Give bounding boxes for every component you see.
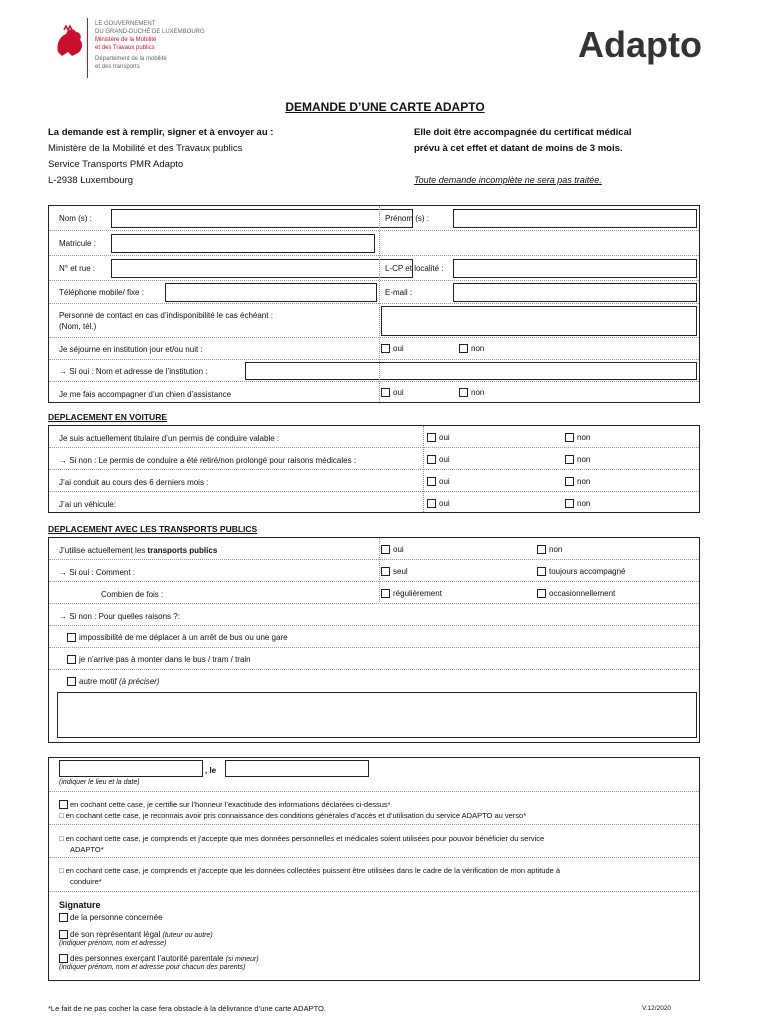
matricule-input[interactable]: [111, 234, 375, 253]
label-accompagne: toujours accompagné: [549, 567, 626, 576]
label-donnees-1[interactable]: □ en cochant cette case, je comprends et j’accepte que mes données personnelles et médicales soient utilisées pour pouvoir bénéficier du service: [59, 834, 545, 843]
column-divider: [379, 206, 380, 402]
label-email: E-mail :: [385, 288, 413, 297]
label-donnees-2[interactable]: □ en cochant cette case, je comprends et j’accepte que les données collectées puissent être utilisées dans le cadre de la vérification de mon aptitude à: [59, 866, 561, 875]
label-oui: oui: [439, 499, 450, 508]
autre-motif-textarea[interactable]: [57, 692, 697, 738]
label-personne: de la personne concernée: [70, 913, 163, 922]
transports-row: [49, 626, 699, 648]
gov-line-6: et des transports: [95, 64, 140, 70]
nom-input[interactable]: [111, 209, 413, 228]
label-raison-1: impossibilité de me déplacer à un arrêt de bus ou une gare: [79, 633, 288, 642]
label-combien: Combien de fois :: [101, 590, 164, 599]
version-label: V.12/2020: [642, 1005, 672, 1012]
voiture-2-non-checkbox[interactable]: [565, 455, 574, 464]
label-oui: oui: [393, 388, 404, 397]
address-heading: La demande est à remplir, signer et à envoyer au :: [48, 127, 274, 138]
rue-input[interactable]: [111, 259, 413, 278]
row-rue: [49, 256, 699, 281]
utilise-bold: transports publics: [147, 546, 218, 555]
label-oui: oui: [393, 344, 404, 353]
luxembourg-lion-logo: [50, 22, 90, 62]
label-raison-2: je n’arrive pas à monter dans le bus / tram / train: [79, 655, 251, 664]
label-donnees-2b: conduire*: [70, 877, 102, 886]
incomplete-warning: Toute demande incomplète ne sera pas traitée.: [414, 175, 602, 185]
voiture-row: [49, 426, 699, 448]
voiture-section: [48, 425, 700, 513]
voiture-1-non-checkbox[interactable]: [565, 433, 574, 442]
transports-section: [48, 537, 700, 743]
label-non: non: [549, 545, 563, 554]
signature-personne-checkbox[interactable]: [59, 913, 68, 922]
lieu-input[interactable]: [59, 760, 203, 777]
gov-line-3: Ministère de la Mobilité: [95, 37, 157, 43]
label-non: non: [471, 388, 485, 397]
section-transports-heading: DEPLACEMENT AVEC LES TRANSPORTS PUBLICS: [48, 524, 258, 534]
label-lieu-date: (indiquer le lieu et la date): [59, 779, 140, 786]
label-representant: [70, 930, 213, 939]
label-certify: en cochant cette case, je certifie sur l’honneur l’exactitude des informations déclarées ci-dessus*: [70, 800, 391, 809]
transports-non-checkbox[interactable]: [537, 545, 546, 554]
label-contact: Personne de contact en cas d’indisponibilité le cas échéant :: [59, 311, 273, 320]
label-non: non: [577, 455, 591, 464]
label-prenom: Prénom (s) :: [385, 214, 430, 223]
label-matricule: Matricule :: [59, 239, 96, 248]
row-institution: [49, 338, 699, 360]
note-line-1: Elle doit être accompagnée du certificat médical: [414, 127, 632, 138]
label-seul: seul: [393, 567, 408, 576]
email-input[interactable]: [453, 283, 697, 302]
label-oui: oui: [393, 545, 404, 554]
address-line: L-2938 Luxembourg: [48, 175, 134, 186]
label-non: non: [577, 433, 591, 442]
seul-checkbox[interactable]: [381, 567, 390, 576]
adapto-logo: Adapto: [578, 24, 702, 65]
institution-oui-checkbox[interactable]: [381, 344, 390, 353]
label-donnees-1b: ADAPTO*: [70, 845, 104, 854]
voiture-3-oui-checkbox[interactable]: [427, 477, 436, 486]
representant-text: de son représentant légal: [70, 930, 163, 939]
utilise-text: J’utilise actuellement les: [59, 546, 148, 555]
label-oui: oui: [439, 477, 450, 486]
label-tel: Téléphone mobile/ fixe :: [59, 288, 144, 297]
page-title: DEMANDE D’UNE CARTE ADAPTO: [285, 100, 485, 114]
institution-address-input[interactable]: [245, 362, 697, 380]
signature-section: [48, 757, 700, 981]
footer-note: *Le fait de ne pas cocher la case fera obstacle à la délivrance d’une carte ADAPTO.: [48, 1004, 326, 1013]
identity-section: [48, 205, 700, 403]
occasionnellement-checkbox[interactable]: [537, 589, 546, 598]
date-input[interactable]: [225, 760, 369, 777]
label-raison-3: [79, 677, 159, 686]
voiture-2-oui-checkbox[interactable]: [427, 455, 436, 464]
address-block: [48, 125, 378, 189]
chien-oui-checkbox[interactable]: [381, 388, 390, 397]
label-non: non: [577, 499, 591, 508]
parents-text: des personnes exerçant l’autorité parentale: [70, 954, 226, 963]
row-si-oui-institution: [49, 360, 699, 382]
certify-checkbox[interactable]: [59, 800, 68, 809]
row-tel: [49, 281, 699, 304]
label-institution: Je séjourne en institution jour et/ou nuit :: [59, 345, 203, 354]
divider: [49, 791, 699, 792]
signature-parents-checkbox[interactable]: [59, 954, 68, 963]
row-matricule: [49, 231, 699, 256]
label-representant-note: (indiquer prénom, nom et adresse): [59, 940, 167, 947]
address-line: Ministère de la Mobilité et des Travaux publics: [48, 143, 243, 154]
transports-row: [49, 582, 699, 604]
label-parents-note: (indiquer prénom, nom et adresse pour chacun des parents): [59, 964, 246, 971]
label-signature: Signature: [59, 900, 101, 910]
label-oui: oui: [439, 455, 450, 464]
voiture-row: [49, 448, 699, 470]
row-nom: [49, 206, 699, 231]
gov-line-1: LE GOUVERNEMENT: [95, 21, 156, 27]
gov-text: [95, 20, 235, 71]
accompagne-checkbox[interactable]: [537, 567, 546, 576]
voiture-label: J’ai conduit au cours des 6 derniers mois :: [59, 478, 209, 487]
row-chien: [49, 382, 699, 404]
column-divider: [379, 538, 380, 602]
label-parents: [70, 954, 259, 963]
label-utilise: [59, 546, 217, 555]
regulierement-checkbox[interactable]: [381, 589, 390, 598]
prenom-input[interactable]: [453, 209, 697, 228]
note-line-2: prévu à cet effet et datant de moins de 3 mois.: [414, 143, 623, 154]
voiture-label: Je suis actuellement titulaire d’un permis de conduire valable :: [59, 434, 280, 443]
signature-representant-checkbox[interactable]: [59, 930, 68, 939]
gov-divider: [87, 18, 88, 78]
voiture-label: → Si non : Le permis de conduire a été retiré/non prolongé pour raisons médicales :: [59, 456, 357, 465]
address-line: Service Transports PMR Adapto: [48, 159, 184, 170]
label-regulierement: régulièrement: [393, 589, 442, 598]
cp-input[interactable]: [453, 259, 697, 278]
label-nom: Nom (s) :: [59, 214, 92, 223]
raison-2-checkbox[interactable]: [67, 655, 76, 664]
voiture-4-non-checkbox[interactable]: [565, 499, 574, 508]
transports-row: [49, 538, 699, 560]
raison-3-checkbox[interactable]: [67, 677, 76, 686]
label-institution-address: → Si oui : Nom et adresse de l’institution :: [59, 367, 208, 376]
label-contact-2: (Nom, tél.): [59, 322, 97, 331]
transports-row: [49, 648, 699, 670]
label-non: non: [471, 344, 485, 353]
tel-input[interactable]: [165, 283, 377, 302]
divider: [49, 891, 699, 892]
raison-1-checkbox[interactable]: [67, 633, 76, 642]
gov-line-5: Département de la mobilité: [95, 56, 167, 62]
parents-italic: (si mineur): [225, 956, 259, 963]
row-contact: [49, 304, 699, 338]
institution-non-checkbox[interactable]: [459, 344, 468, 353]
transports-row: [49, 560, 699, 582]
raison-3-text: autre motif: [79, 677, 120, 686]
label-rue: N° et rue :: [59, 264, 96, 273]
transports-row: [49, 670, 699, 692]
voiture-4-oui-checkbox[interactable]: [427, 499, 436, 508]
label-le: , le: [205, 766, 217, 775]
contact-input[interactable]: [381, 306, 697, 336]
chien-non-checkbox[interactable]: [459, 388, 468, 397]
voiture-1-oui-checkbox[interactable]: [427, 433, 436, 442]
section-voiture-heading: DEPLACEMENT EN VOITURE: [48, 412, 168, 422]
transports-row: [49, 604, 699, 626]
voiture-label: J’ai un véhicule:: [59, 500, 116, 509]
label-comment: → Si oui : Comment :: [59, 568, 136, 577]
label-cp: L-CP et localité :: [385, 264, 444, 273]
label-chien: Je me fais accompagner d’un chien d’assistance: [59, 390, 232, 399]
label-non: non: [577, 477, 591, 486]
gov-line-2: DU GRAND-DUCHÉ DE LUXEMBOURG: [95, 29, 205, 35]
divider: [49, 824, 699, 825]
gov-line-4: et des Travaux publics: [95, 45, 155, 51]
label-raisons: → Si non : Pour quelles raisons ?:: [59, 612, 180, 621]
representant-italic: (tuteur ou autre): [162, 932, 213, 939]
transports-oui-checkbox[interactable]: [381, 545, 390, 554]
voiture-row: [49, 492, 699, 514]
voiture-row: [49, 470, 699, 492]
divider: [49, 857, 699, 858]
label-conditions[interactable]: □ en cochant cette case, je reconnais avoir pris connaissance des conditions générales d’accès et d’utilisation du service ADAPTO au verso*: [59, 811, 527, 820]
certificate-note: [414, 125, 724, 157]
column-divider: [423, 426, 424, 512]
label-oui: oui: [439, 433, 450, 442]
raison-3-italic: (à préciser): [119, 677, 160, 686]
label-occasionnellement: occasionnellement: [549, 589, 616, 598]
voiture-3-non-checkbox[interactable]: [565, 477, 574, 486]
